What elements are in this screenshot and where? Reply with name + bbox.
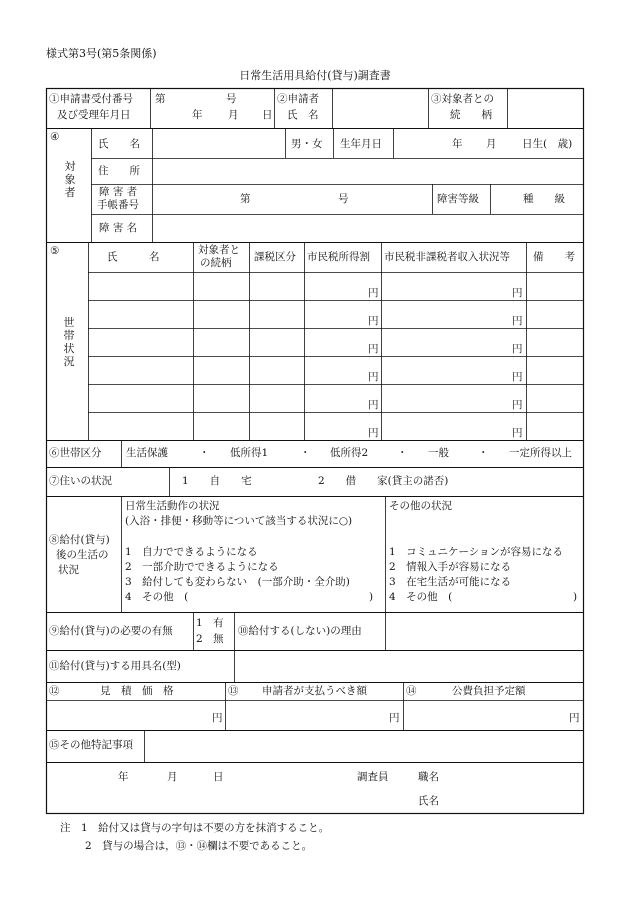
other-title: その他の状況 bbox=[389, 500, 452, 512]
subject-birth-label: 生年月日 bbox=[340, 138, 382, 150]
household-row-income-yen: 円 bbox=[368, 371, 379, 383]
household-row-nontax-yen: 円 bbox=[512, 315, 523, 327]
adl-item: 4 その他 ( bbox=[125, 591, 189, 603]
subject-handbook-label-2: 手帳番号 bbox=[97, 199, 139, 211]
other-item: 4 その他 ( bbox=[389, 591, 453, 603]
household-row-nontax-yen: 円 bbox=[512, 427, 523, 439]
subject-handbook-go: 号 bbox=[338, 193, 349, 205]
pay-num: ⑬ bbox=[228, 685, 239, 697]
subject-grade-value: 種 級 bbox=[523, 193, 565, 205]
form-title: 日常生活用具給付(貸与)調査書 bbox=[239, 69, 391, 82]
investigator-name: 氏名 bbox=[418, 795, 439, 807]
applicant-label-1: ②申請者 bbox=[277, 93, 319, 105]
investigator-title: 職名 bbox=[418, 771, 439, 783]
reason-label: ⑩給付する(しない)の理由 bbox=[238, 625, 362, 637]
pay-yen: 円 bbox=[389, 712, 400, 724]
class-separator: ・ bbox=[478, 447, 489, 459]
signature-tsuki: 月 bbox=[167, 771, 178, 783]
need-option-no: 2 無 bbox=[196, 633, 224, 645]
class-separator: ・ bbox=[300, 447, 311, 459]
household-num: ⑤ bbox=[50, 245, 60, 257]
adl-paren-close: ) bbox=[369, 591, 374, 603]
investigator-label: 調査員 bbox=[357, 771, 389, 783]
subject-side-label: 対 象 者 bbox=[64, 160, 76, 199]
form-number: 様式第3号(第5条関係) bbox=[46, 47, 157, 60]
receipt-go: 号 bbox=[226, 93, 237, 105]
public-num: ⑭ bbox=[406, 685, 417, 697]
public-label: 公費負担予定額 bbox=[452, 685, 526, 697]
subject-address-label: 住 所 bbox=[98, 165, 140, 177]
need-option-yes: 1 有 bbox=[196, 617, 224, 629]
receipt-hi: 日 bbox=[262, 109, 273, 121]
household-col-name: 氏 名 bbox=[107, 251, 160, 263]
remarks-label: ⑮その他特記事項 bbox=[49, 739, 133, 751]
other-item: 3 在宅生活が可能になる bbox=[389, 576, 512, 588]
subject-num: ④ bbox=[50, 131, 60, 143]
household-col-income: 市民税所得割 bbox=[307, 251, 370, 263]
household-col-nontax: 市民税非課税者収入状況等 bbox=[384, 251, 510, 263]
household-side-label: 世 帯 状 況 bbox=[63, 316, 75, 368]
receipt-label-2: 及び受理年月日 bbox=[57, 109, 131, 121]
class-separator: ・ bbox=[199, 447, 210, 459]
subject-sex: 男・女 bbox=[291, 138, 323, 150]
receipt-dai: 第 bbox=[155, 93, 166, 105]
household-col-relation-2: の続柄 bbox=[200, 257, 232, 269]
housing-rent: 2 借 家(貸主の諾否) bbox=[318, 475, 449, 487]
receipt-nen: 年 bbox=[192, 109, 203, 121]
household-col-tax: 課税区分 bbox=[254, 251, 296, 263]
subject-grade-label: 障害等級 bbox=[437, 193, 479, 205]
estimate-label: 見 積 価 格 bbox=[100, 685, 174, 697]
household-row-income-yen: 円 bbox=[368, 287, 379, 299]
relation-label-1: ③対象者との bbox=[431, 93, 494, 105]
subject-disability-label: 障 害 名 bbox=[99, 222, 138, 234]
other-paren-close: ) bbox=[573, 591, 578, 603]
household-row-nontax-yen: 円 bbox=[512, 399, 523, 411]
subject-birth-tsuki: 月 bbox=[486, 138, 497, 150]
class-option-welfare: 生活保護 bbox=[126, 447, 168, 459]
housing-label: ⑦住いの状況 bbox=[49, 475, 112, 487]
class-option-low2: 低所得2 bbox=[330, 447, 369, 459]
household-row-income-yen: 円 bbox=[368, 315, 379, 327]
note-1: 注 1 給付又は貸与の字句は不要の方を抹消すること。 bbox=[60, 822, 330, 834]
adl-subtitle: (入浴・排便・移動等について該当する状況に○) bbox=[125, 515, 353, 527]
class-option-general: 一般 bbox=[428, 447, 449, 459]
household-col-relation-1: 対象者と bbox=[198, 244, 240, 256]
signature-hi: 日 bbox=[213, 771, 224, 783]
class-option-low1: 低所得1 bbox=[230, 447, 269, 459]
applicant-label-2: 氏 名 bbox=[287, 109, 319, 121]
receipt-label-1: ①申請書受付番号 bbox=[49, 93, 133, 105]
other-item: 1 コミュニケーションが容易になる bbox=[389, 546, 564, 558]
relation-label-2: 続 柄 bbox=[450, 109, 492, 121]
class-label: ⑥世帯区分 bbox=[49, 447, 102, 459]
household-row-nontax-yen: 円 bbox=[512, 371, 523, 383]
estimate-num: ⑫ bbox=[49, 685, 60, 697]
household-row-nontax-yen: 円 bbox=[512, 343, 523, 355]
other-item: 2 情報入手が容易になる bbox=[389, 561, 512, 573]
class-option-high: 一定所得以上 bbox=[509, 447, 572, 459]
subject-handbook-dai: 第 bbox=[240, 193, 251, 205]
subject-name-label: 氏 名 bbox=[98, 138, 140, 150]
estimate-yen: 円 bbox=[212, 712, 223, 724]
class-separator: ・ bbox=[397, 447, 408, 459]
household-col-note: 備 考 bbox=[533, 251, 575, 263]
adl-item: 3 給付しても変わらない (一部介助・全介助) bbox=[125, 576, 350, 588]
housing-own: 1 自 宅 bbox=[182, 475, 252, 487]
household-row-income-yen: 円 bbox=[368, 399, 379, 411]
public-yen: 円 bbox=[569, 712, 580, 724]
adl-title: 日常生活動作の状況 bbox=[125, 500, 220, 512]
life-label-2: 後の生活の bbox=[56, 549, 109, 561]
subject-birth-nen: 年 bbox=[452, 138, 463, 150]
household-row-income-yen: 円 bbox=[368, 427, 379, 439]
subject-birth-hi: 日生( 歳) bbox=[522, 138, 573, 150]
adl-item: 1 自力でできるようになる bbox=[125, 546, 258, 558]
signature-nen: 年 bbox=[118, 771, 129, 783]
subject-handbook-label-1: 障 害 者 bbox=[99, 186, 138, 198]
life-label-1: ⑧給付(貸与) bbox=[49, 534, 110, 546]
household-row-nontax-yen: 円 bbox=[512, 287, 523, 299]
device-label: ⑪給付(貸与)する用具名(型) bbox=[49, 660, 181, 672]
receipt-tsuki: 月 bbox=[228, 109, 239, 121]
household-row-income-yen: 円 bbox=[368, 343, 379, 355]
life-label-3: 状況 bbox=[58, 564, 79, 576]
pay-label: 申請者が支払うべき額 bbox=[262, 685, 367, 697]
need-label: ⑨給付(貸与)の必要の有無 bbox=[49, 625, 173, 637]
note-2: 2 貸与の場合は，⑬・⑭欄は不要であること。 bbox=[85, 840, 313, 852]
adl-item: 2 一部介助でできるようになる bbox=[125, 561, 279, 573]
